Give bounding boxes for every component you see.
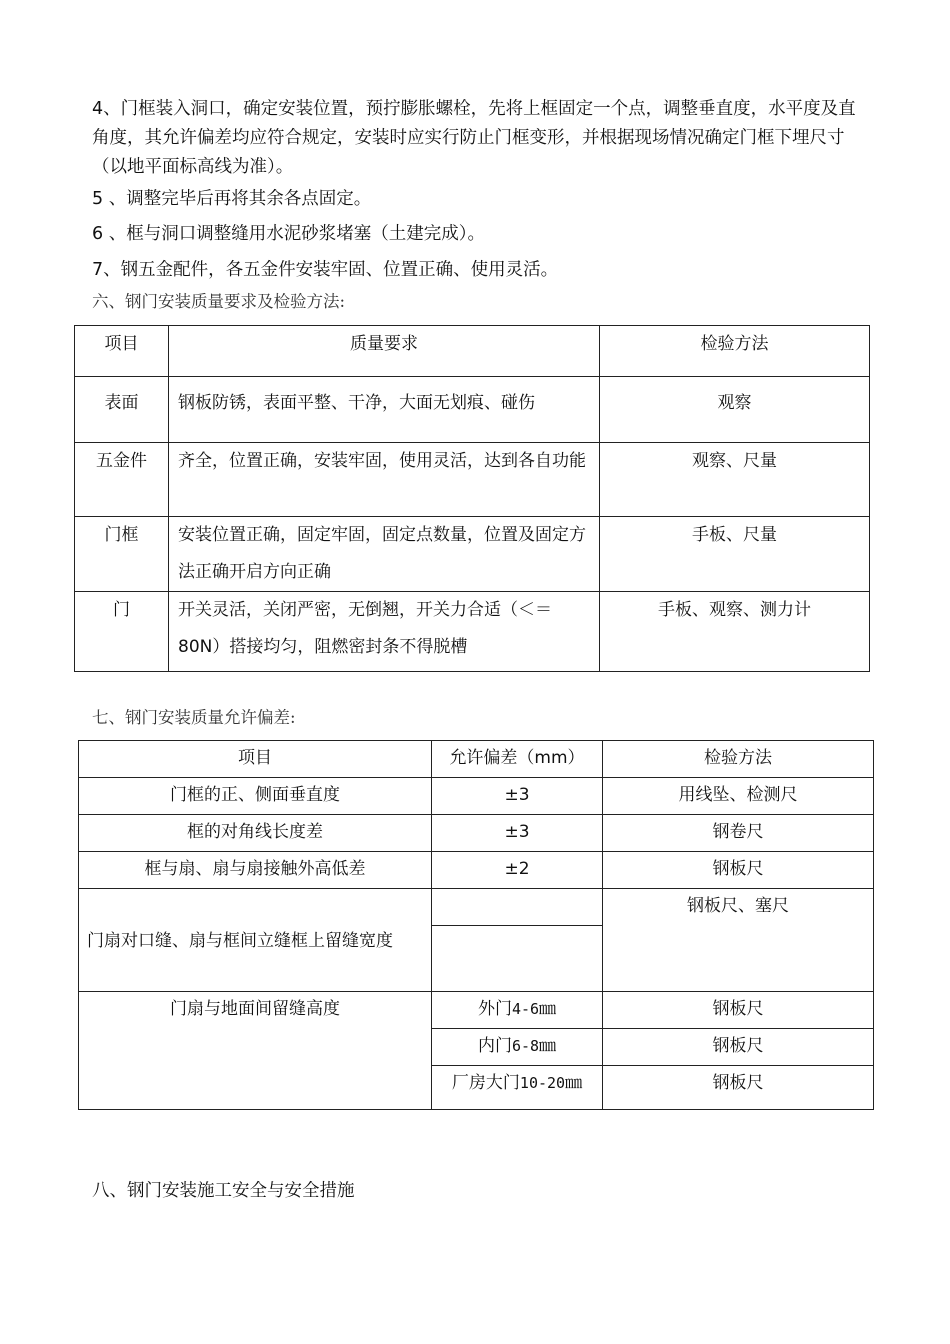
cell-method: 钢板尺	[603, 992, 874, 1029]
cell-requirement: 齐全，位置正确，安装牢固，使用灵活，达到各自功能	[169, 443, 600, 517]
cell-tolerance	[432, 1066, 603, 1110]
table-row	[79, 992, 874, 1029]
table-row	[79, 778, 874, 815]
cell-item-gap-width: 门扇对口缝、扇与框间立缝框上留缝宽度	[79, 889, 432, 992]
subrow-label: 内门	[477, 1036, 512, 1056]
subrow-range: 10-20	[519, 1074, 566, 1092]
cell-method: 钢板尺	[603, 1029, 874, 1066]
section-7-title: 七、钢门安装质量允许偏差:	[92, 708, 296, 727]
cell-requirement: 安装位置正确，固定牢固，固定点数量，位置及固定方法正确开启方向正确	[169, 517, 600, 592]
cell-method: 钢板尺	[603, 852, 874, 889]
cell-tolerance: ±3	[432, 815, 603, 852]
table-row	[75, 517, 870, 592]
cell-item: 门	[75, 592, 169, 672]
subrow-unit: ㎜	[565, 1073, 583, 1093]
cell-method: 手板、尺量	[600, 517, 870, 592]
tolerance-table	[78, 740, 874, 1110]
cell-tolerance: ±3	[432, 778, 603, 815]
cell-method: 钢板尺、塞尺	[603, 889, 874, 992]
header-tolerance: 允许偏差（mm）	[432, 741, 603, 778]
subrow-range: 6-8	[511, 1037, 540, 1055]
cell-item: 门框	[75, 517, 169, 592]
header-item: 项目	[75, 326, 169, 377]
cell-tolerance	[432, 1029, 603, 1066]
paragraph-step-4: 4、门框装入洞口，确定安装位置，预拧膨胀螺栓，先将上框固定一个点，调整垂直度，水平度及直角度，其允许偏差均应符合规定，安装时应实行防止门框变形，并根据现场情况确定门框下埋尺寸（以地平面标高线为准）。	[92, 99, 856, 177]
cell-requirement: 钢板防锈，表面平整、干净，大面无划痕、碰伤	[169, 377, 600, 443]
header-requirement: 质量要求	[169, 326, 600, 377]
subrow-range: 4-6	[511, 1000, 540, 1018]
paragraph-step-5: 5 、调整完毕后再将其余各点固定。	[92, 189, 372, 209]
cell-tolerance-empty	[432, 926, 603, 992]
cell-method: 手板、观察、测力计	[600, 592, 870, 672]
subrow-unit: ㎜	[539, 999, 557, 1019]
cell-item: 框的对角线长度差	[79, 815, 432, 852]
cell-tolerance: ±2	[432, 852, 603, 889]
cell-item: 表面	[75, 377, 169, 443]
cell-tolerance-empty	[432, 889, 603, 926]
paragraph-step-7: 7、钢五金配件，各五金件安装牢固、位置正确、使用灵活。	[92, 260, 559, 280]
table-row	[75, 592, 870, 672]
cell-requirement: 开关灵活，关闭严密，无倒翘，开关力合适（＜＝ 80N）搭接均匀，阻燃密封条不得脱槽	[169, 592, 600, 672]
cell-method: 观察、尺量	[600, 443, 870, 517]
cell-item-ground-gap: 门扇与地面间留缝高度	[79, 992, 432, 1110]
subrow-label: 厂房大门	[451, 1073, 520, 1093]
header-method: 检验方法	[603, 741, 874, 778]
table-row	[75, 443, 870, 517]
table-row	[79, 815, 874, 852]
cell-item: 五金件	[75, 443, 169, 517]
cell-item: 框与扇、扇与扇接触外高低差	[79, 852, 432, 889]
paragraph-step-6: 6 、框与洞口调整缝用水泥砂浆堵塞（土建完成）。	[92, 224, 485, 244]
header-item: 项目	[79, 741, 432, 778]
section-6-title: 六、钢门安装质量要求及检验方法:	[92, 292, 346, 311]
cell-method: 用线坠、检测尺	[603, 778, 874, 815]
subrow-unit: ㎜	[539, 1036, 557, 1056]
header-method: 检验方法	[600, 326, 870, 377]
table-header-row	[75, 326, 870, 377]
quality-requirements-table	[74, 325, 870, 672]
subrow-label: 外门	[477, 999, 512, 1019]
table-row	[79, 889, 874, 926]
cell-item: 门框的正、侧面垂直度	[79, 778, 432, 815]
table-header-row	[79, 741, 874, 778]
cell-method: 观察	[600, 377, 870, 443]
table-row	[79, 852, 874, 889]
cell-method: 钢卷尺	[603, 815, 874, 852]
cell-method: 钢板尺	[603, 1066, 874, 1110]
section-8-title: 八、钢门安装施工安全与安全措施	[92, 1181, 355, 1201]
cell-tolerance	[432, 992, 603, 1029]
table-row	[75, 377, 870, 443]
